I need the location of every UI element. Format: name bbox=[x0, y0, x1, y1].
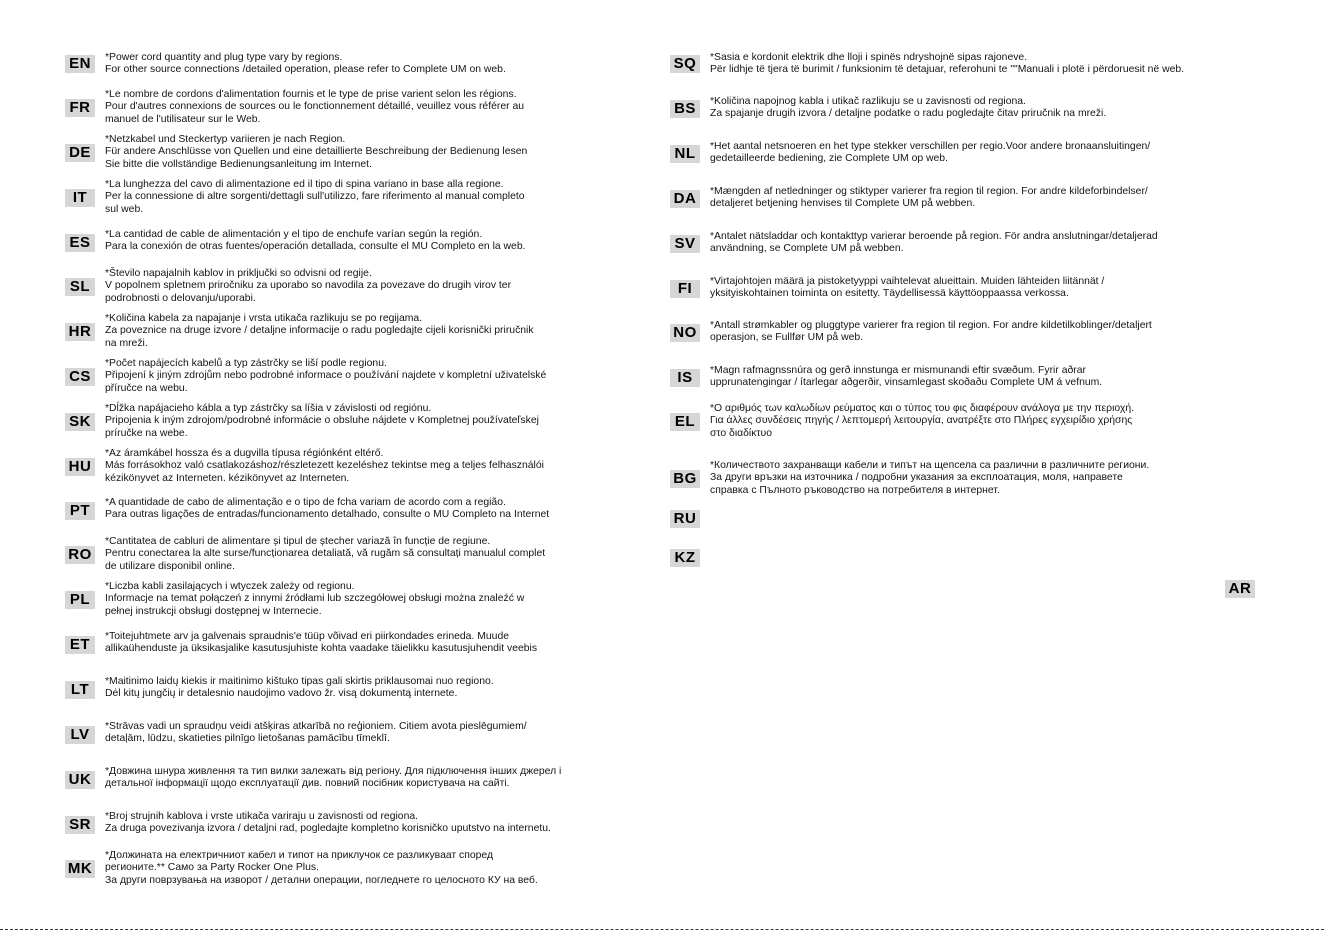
lang-badge-hu: HU bbox=[65, 458, 95, 476]
lang-badge-cs: CS bbox=[65, 368, 95, 386]
lang-badge-lt: LT bbox=[65, 681, 95, 699]
lang-badge-is: IS bbox=[670, 369, 700, 387]
lang-text-mk: *Должината на електричниот кабел и типот на приклучок се разликуваат според регионите.** Само за Party Rocker One Plus. За други поврзувања на изворот / детални операции, погледнете го целосното КУ на веб. bbox=[105, 850, 538, 886]
lang-badge-hr: HR bbox=[65, 323, 95, 341]
lang-badge-no: NO bbox=[670, 324, 700, 342]
lang-text-bg: *Количеството захранващи кабели и типът на щепсела са различни в различните региони. За други връзки на източника / подробни указания за експлоатация, моля, направете справка с Пълното ръководство на потребителя в интернет. bbox=[710, 460, 1150, 496]
lang-badge-bg: BG bbox=[670, 470, 700, 488]
lang-text-sq: *Sasia e kordonit elektrik dhe lloji i spinës ndryshojnë sipas rajoneve. Për lidhje të tjera të burimit / funksionim të detajuar, referohuni te ""Manuali i plotë i përdoruesit në web. bbox=[710, 52, 1185, 76]
lang-text-sr: *Broj strujnih kablova i vrste utikača variraju u zavisnosti od regiona. Za druga povezivanja izvora / detaljni rad, pogledajte kompletno korisničko uputstvo na internetu. bbox=[105, 811, 551, 835]
lang-badge-uk: UK bbox=[65, 771, 95, 789]
lang-badge-es: ES bbox=[65, 234, 95, 252]
lang-badge-ru: RU bbox=[670, 510, 700, 528]
lang-badge-it: IT bbox=[65, 189, 95, 207]
lang-text-et: *Toitejuhtmete arv ja galvenais spraudnis'e tüüp võivad eri piirkondades erineda. Muude allikaühenduste ja üksikasjalike kasutusjuhiste kohta vaadake täielikku kasutusjuhendit veebis bbox=[105, 631, 538, 655]
lang-badge-et: ET bbox=[65, 636, 95, 654]
lang-badge-bs: BS bbox=[670, 100, 700, 118]
lang-badge-fi: FI bbox=[670, 280, 700, 298]
lang-badge-kz: KZ bbox=[670, 549, 700, 567]
lang-badge-mk: MK bbox=[65, 860, 95, 878]
lang-text-no: *Antall strømkabler og pluggtype varierer fra region til region. For andre kildetilkoblinger/detaljert operasjon, se Fullfør UM på web. bbox=[710, 320, 1152, 344]
lang-text-uk: *Довжина шнура живлення та тип вилки залежать від регіону. Для підключення інших джерел і детальної інформації щодо експлуатації див. повний посібник користувача на сайті. bbox=[105, 766, 562, 790]
lang-text-en: *Power cord quantity and plug type vary by regions. For other source connections /detailed operation, please refer to Complete UM on web. bbox=[105, 52, 506, 76]
lang-badge-sk: SK bbox=[65, 413, 95, 431]
lang-text-pl: *Liczba kabli zasilających i wtyczek zależy od regionu. Informacje na temat połączeń z innymi źródłami lub szczegółowej obsługi można znaleźć w pełnej instrukcji obsługi dostępnej w Internecie. bbox=[105, 581, 525, 617]
lang-text-es: *La cantidad de cable de alimentación y el tipo de enchufe varían según la región. Para la conexión de otras fuentes/operación detallada, consulte el MU Completo en la web. bbox=[105, 229, 526, 253]
lang-badge-sr: SR bbox=[65, 816, 95, 834]
lang-text-el: *Ο αριθμός των καλωδίων ρεύματος και ο τύπος του φις διαφέρουν ανάλογα με την περιοχή. Για άλλες συνδέσεις πηγής / λεπτομερή λειτουργία, ανατρέξτε στο Πλήρες εγχειρίδιο χρήσης στο διαδίκτυο bbox=[710, 403, 1135, 439]
lang-text-ro: *Cantitatea de cabluri de alimentare și tipul de ștecher variază în funcție de regiune. Pentru conectarea la alte surse/funcționarea detaliată, vă rugăm să consultați manualul complet de utilizare disponibil online. bbox=[105, 536, 546, 572]
lang-text-hu: *Az áramkábel hossza és a dugvilla típusa régiónként eltérő. Más forrásokhoz való csatlakozáshoz/részletezett kezeléshez tekintse meg a teljes felhasználói kézikönyvet az Interneten. kézikönyvet az Interneten. bbox=[105, 448, 544, 484]
lang-badge-en: EN bbox=[65, 55, 95, 73]
lang-badge-sv: SV bbox=[670, 235, 700, 253]
lang-text-lv: *Strāvas vadi un spraudņu veidi atšķiras atkarībā no reģioniem. Citiem avota pieslēgumiem/ detaļām, lūdzu, skatieties pilnīgo lietošanas pamācību tīmeklī. bbox=[105, 721, 527, 745]
lang-text-da: *Mængden af netledninger og stiktyper varierer fra region til region. For andre kildeforbindelser/ detaljeret betjening henvises til Complete UM på webben. bbox=[710, 186, 1148, 210]
lang-text-sv: *Antalet nätsladdar och kontakttyp varierar beroende på region. För andra anslutningar/detaljerad användning, se Complete UM på webben. bbox=[710, 231, 1158, 255]
lang-badge-lv: LV bbox=[65, 726, 95, 744]
lang-badge-de: DE bbox=[65, 144, 95, 162]
lang-text-lt: *Maitinimo laidų kiekis ir maitinimo kištuko tipas gali skirtis priklausomai nuo regiono. Dėl kitų jungčių ir detalesnio naudojimo vadovo žr. visą dokumentą internete. bbox=[105, 676, 494, 700]
lang-text-de: *Netzkabel und Steckertyp variieren je nach Region. Für andere Anschlüsse von Quellen und eine detaillierte Beschreibung der Bedienung lesen Sie bitte die vollständige Bedienungsanleitung im Internet. bbox=[105, 134, 528, 170]
lang-text-fi: *Virtajohtojen määrä ja pistoketyyppi vaihtelevat alueittain. Muiden lähteiden liitännät / yksityiskohtainen toiminta on esitetty. Täydellisessä käyttöoppaassa verkossa. bbox=[710, 276, 1105, 300]
lang-badge-pt: PT bbox=[65, 502, 95, 520]
lang-badge-el: EL bbox=[670, 413, 700, 431]
lang-text-cs: *Počet napájecích kabelů a typ zástrčky se liší podle regionu. Připojení k jiným zdrojům nebo podrobné informace o používání najdete v kompletní uživatelské příručce na webu. bbox=[105, 358, 547, 394]
lang-text-sk: *Dĺžka napájacieho kábla a typ zástrčky sa líšia v závislosti od regiónu. Pripojenia k iným zdrojom/podrobné informácie o obsluhe nájdete v Kompletnej používateľskej príručke na webe. bbox=[105, 403, 539, 439]
lang-badge-ro: RO bbox=[65, 546, 95, 564]
lang-text-hr: *Količina kabela za napajanje i vrsta utikača razlikuju se po regijama. Za poveznice na druge izvore / detaljne informacije o radu pogledajte cijeli korisnički priručnik na mreži. bbox=[105, 313, 534, 349]
lang-badge-ar: AR bbox=[1225, 580, 1255, 598]
lang-badge-sl: SL bbox=[65, 278, 95, 296]
lang-text-it: *La lunghezza del cavo di alimentazione ed il tipo di spina variano in base alla regione. Per la connessione di altre sorgenti/dettagli sull'utilizzo, fare riferimento al manual completo sul web. bbox=[105, 179, 525, 215]
lang-badge-nl: NL bbox=[670, 145, 700, 163]
lang-badge-fr: FR bbox=[65, 99, 95, 117]
lang-badge-pl: PL bbox=[65, 591, 95, 609]
page-bottom-divider bbox=[0, 929, 1324, 930]
lang-badge-da: DA bbox=[670, 190, 700, 208]
lang-text-fr: *Le nombre de cordons d'alimentation fournis et le type de prise varient selon les régions. Pour d'autres connexions de sources ou le fonctionnement détaillé, veuillez vous référer au manuel de l'utilisateur sur le Web. bbox=[105, 89, 525, 125]
lang-text-bs: *Količina napojnog kabla i utikač razlikuju se u zavisnosti od regiona. Za spajanje drugih izvora / detaljne podatke o radu pogledajte čitav priručnik na mreži. bbox=[710, 96, 1107, 120]
lang-text-nl: *Het aantal netsnoeren en het type stekker verschillen per regio.Voor andere bronaansluitingen/ gedetailleerde bediening, zie Complete UM op web. bbox=[710, 141, 1151, 165]
lang-text-sl: *Število napajalnih kablov in priključki so odvisni od regije. V popolnem spletnem priročniku za uporabo so navodila za povezave do drugih virov ter podrobnosti o delovanju/uporabi. bbox=[105, 268, 512, 304]
lang-text-is: *Magn rafmagnssnúra og gerð innstunga er mismunandi eftir svæðum. Fyrir aðrar upprunatengingar / ítarlegar aðgerðir, vinsamlegast skoðaðu Complete UM á vefnum. bbox=[710, 365, 1103, 389]
lang-badge-sq: SQ bbox=[670, 55, 700, 73]
lang-text-pt: *A quantidade de cabo de alimentação e o tipo de fcha variam de acordo com a região. Para outras ligações de entradas/funcionamento detalhado, consulte o MU Completo na Internet bbox=[105, 497, 550, 521]
